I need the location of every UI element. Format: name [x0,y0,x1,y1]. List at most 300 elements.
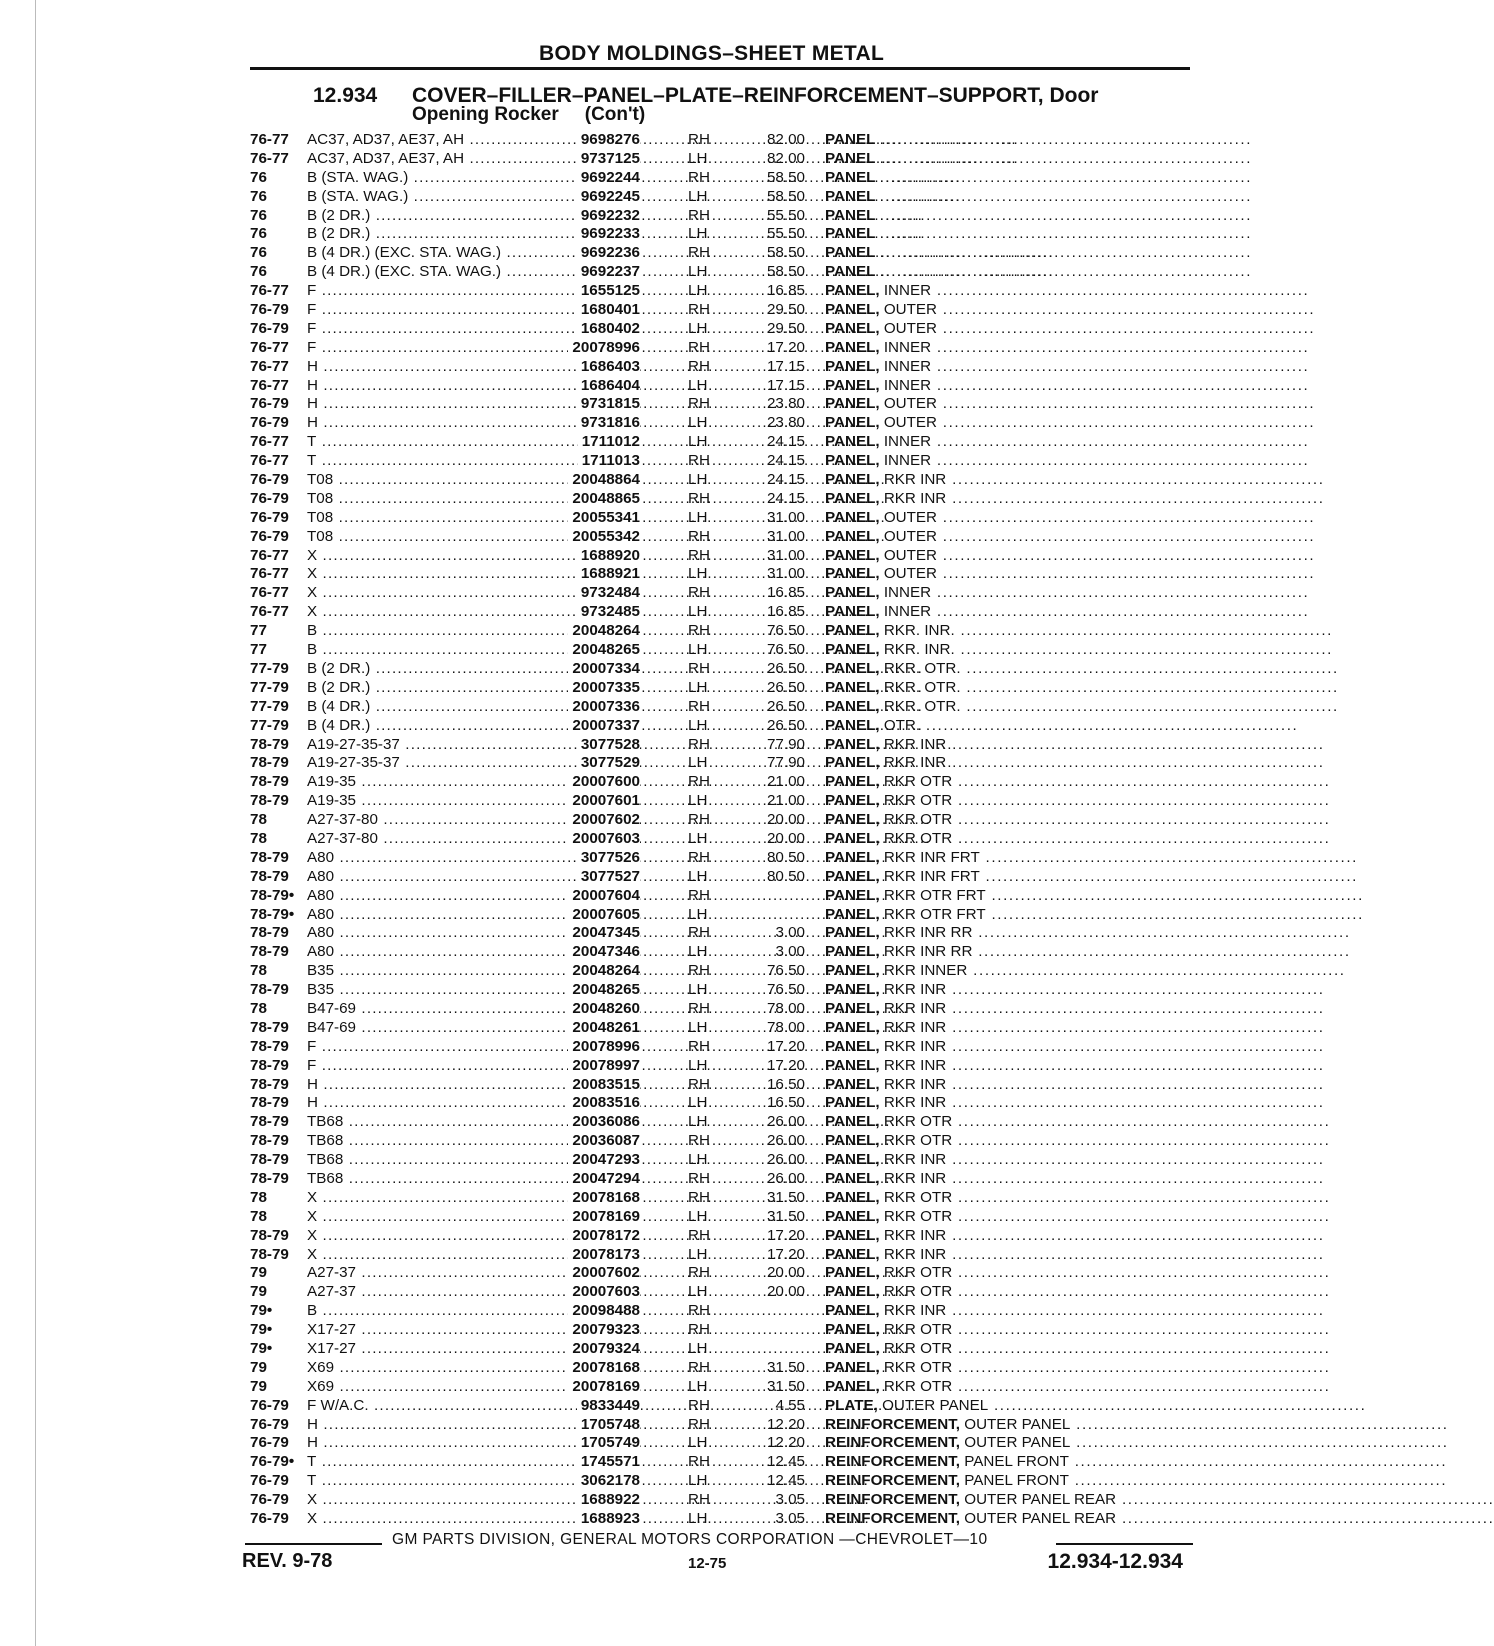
part-number-cell: 9731816 [577,414,640,433]
part-name-cell [825,773,1331,792]
part-number-cell: 20055341 [568,509,640,528]
table-row [250,1188,1331,1208]
part-name: PANEL [825,149,876,167]
part-name-cell [825,471,1325,490]
leader-dots: ................................................................ [1070,1415,1449,1433]
part-name-cell [825,924,1351,943]
year-cell: 78-79 [250,981,289,999]
side-cell: LH [688,1113,708,1131]
side-cell: LH [688,508,708,526]
part-name-cell [825,508,1316,528]
table-row [250,1302,1325,1321]
part-name: PANEL, [825,1264,880,1282]
year-cell: 78 [250,1188,267,1206]
part-name-suffix: PANEL FRONT [964,1472,1069,1490]
year-cell: 78-79 [250,1094,289,1112]
description-cell: X ..... [307,1491,827,1510]
side-cell: RH [688,584,710,602]
part-number-cell: 1705749 [577,1434,640,1453]
year-cell: 76 [250,187,267,205]
side-cell: LH [688,433,708,451]
year-cell: 76-79 [250,301,289,319]
year-cell: 78-79 [250,1113,289,1131]
part-name-suffix: INNER [883,452,932,470]
table-row [250,1472,1448,1491]
year-cell: 79• [250,1321,273,1339]
part-name-cell [825,1113,1331,1132]
description-cell: A80 ..... [307,924,827,943]
part-name-suffix: RKR OTR FRT [883,905,986,923]
price-cell: 77.90 [766,735,805,753]
description-cell: A80 ..... [307,868,827,887]
part-name: PANEL, [825,792,880,810]
part-name-suffix: RKR INR [883,1056,947,1074]
side-cell: LH [688,867,708,885]
part-number-cell: 9692236 [577,244,640,263]
description-cell: X ..... [307,1227,827,1246]
part-number-cell: 20048261 [568,1019,640,1038]
price-cell: 20.00 [766,829,805,847]
part-name-suffix: RKR INR [883,1094,947,1112]
part-name: PANEL [825,206,876,224]
side-cell: LH [688,792,708,810]
description-cell: F ..... [307,282,827,301]
table-row [250,867,1359,887]
side-cell: RH [688,924,710,942]
table-row [250,187,1253,207]
year-cell: 76-79 [250,508,289,526]
price-cell: 26.50 [766,659,805,677]
price-cell: 16.85 [766,584,805,602]
year-cell: 76-79• [250,1453,295,1471]
leader-dots: ................................................................ [946,1226,1325,1244]
side-cell: RH [688,1037,710,1055]
table-row [250,319,1316,339]
side-cell: RH [688,1075,710,1093]
leader-dots: ................................................................ [946,1151,1325,1169]
leader-dots: ................................................................ [936,319,1316,337]
part-name: PANEL, [825,867,880,885]
table-row [250,962,1346,981]
leader-dots: ................................................................ [967,962,1346,980]
part-name-suffix: INNER [883,282,932,300]
part-name-cell [825,1434,1449,1453]
part-name-cell [825,1075,1325,1095]
part-name-cell [825,1226,1325,1246]
part-name: PANEL, [825,471,880,489]
part-name-suffix: INNER [883,603,932,621]
part-name: PANEL, [825,282,880,300]
price-cell: 24.15 [766,489,805,507]
year-cell: 78-79 [250,1245,289,1263]
part-name-cell [825,735,1325,755]
part-number-cell: 20007337 [568,717,640,736]
side-cell: RH [688,622,710,640]
table-row [250,1226,1325,1246]
side-cell: LH [688,319,708,337]
part-name-suffix: INNER [883,357,932,375]
description-cell: B (STA. WAG.) ..... [307,169,827,188]
year-cell: 76-77 [250,376,289,394]
part-name-suffix: OUTER PANEL REAR [964,1491,1117,1509]
part-name-cell [825,867,1359,887]
description-cell: B35 ..... [307,981,827,1000]
year-cell: 78-79 [250,924,289,942]
side-cell: LH [688,471,708,489]
side-cell: LH [688,1207,708,1225]
part-name-cell [825,1340,1331,1359]
leader-dots: ................................................................ [985,886,1364,904]
part-number-cell: 20036086 [568,1113,640,1132]
leader-dots: ................................................................ [954,641,1333,659]
leader-dots: ................................................................ [879,149,1253,167]
part-name-suffix: OUTER PANEL REAR [964,1510,1117,1528]
description-cell: B (2 DR.) ..... [307,679,827,698]
price-cell: 3.05 [775,1510,805,1528]
description-cell: B (4 DR.) (EXC. STA. WAG.) ..... [307,244,827,263]
year-cell: 76 [250,244,267,262]
description-cell: X ..... [307,547,827,566]
part-name-suffix: RKR INR RR [883,943,973,961]
part-name-cell [825,962,1346,981]
description-cell: X ..... [307,565,827,584]
part-name-suffix: RKR INR [883,981,947,999]
part-name: PANEL, [825,1188,880,1206]
part-number-cell: 1680402 [577,320,640,339]
side-cell: LH [688,1245,708,1263]
part-name-cell [825,282,1310,301]
table-row [250,1018,1325,1038]
description-cell: H ..... [307,358,827,377]
side-cell: RH [688,735,710,753]
part-name: PANEL, [825,1113,880,1131]
part-name: PANEL, [825,1226,880,1244]
year-cell: 78-79 [250,754,289,772]
part-number-cell: 20007334 [568,660,640,679]
table-row [250,1207,1331,1227]
part-number-cell: 20047294 [568,1170,640,1189]
side-cell: LH [688,1340,708,1357]
description-cell: T ..... [307,452,827,471]
part-name-suffix: RKR. OTR. [883,697,961,715]
side-cell: RH [688,999,710,1017]
year-cell: 78-79 [250,1169,289,1187]
description-cell: H ..... [307,395,827,414]
part-name-cell [825,1132,1331,1151]
description-cell: A27-37-80 ..... [307,830,827,849]
part-name-cell [825,1018,1325,1038]
part-number-cell: 9731815 [577,395,640,414]
leader-dots: ................................................................ [931,338,1310,356]
part-number-cell: 20083516 [568,1094,640,1113]
table-row [250,886,1364,906]
part-name-suffix: RKR INR FRT [883,867,980,885]
table-row [250,659,1339,679]
table-row [250,1510,1494,1529]
table-row [250,1340,1331,1359]
leader-dots: ................................................................ [879,206,1253,224]
description-cell: B ..... [307,622,827,641]
part-number-cell: 9692233 [577,225,640,244]
leader-dots: ................................................................ [1116,1491,1494,1509]
year-cell: 79 [250,1377,267,1395]
price-cell: 31.50 [766,1188,805,1206]
part-number-cell: 20078169 [568,1208,640,1227]
part-name-suffix: RKR INR [883,754,947,772]
part-name-cell [825,565,1316,584]
description-cell: F ..... [307,339,827,358]
part-name-suffix: OUTER [883,395,937,413]
part-name-suffix: RKR INR [883,735,947,753]
part-name-suffix: PANEL FRONT [964,1453,1069,1471]
description-cell: TB68 ..... [307,1113,827,1132]
price-cell: 76.50 [766,962,805,980]
part-name: PANEL, [825,603,880,621]
part-name: PANEL, [825,357,880,375]
price-cell: 17.20 [766,1037,805,1055]
description-cell: X ..... [307,584,827,603]
section-range: 12.934-12.934 [1047,1550,1183,1573]
price-cell: 24.15 [766,471,805,489]
section-continued: (Con't) [584,104,646,125]
leader-dots: ................................................................ [952,1264,1331,1282]
part-name-suffix: INNER [883,433,932,451]
year-cell: 76-79 [250,1396,289,1414]
description-cell: B (4 DR.) (EXC. STA. WAG.) ..... [307,263,827,282]
side-cell: LH [688,149,708,167]
part-name-cell [825,244,1253,263]
year-cell: 76-77 [250,131,289,148]
part-name-cell [825,1453,1448,1472]
table-row [250,527,1316,547]
table-row [250,584,1310,603]
year-cell: 78-79 [250,1151,289,1169]
price-cell: 26.00 [766,1132,805,1150]
price-cell: 80.50 [766,848,805,866]
part-name: PANEL, [825,546,880,564]
description-cell: B (4 DR.) ..... [307,698,827,717]
price-cell: 21.00 [766,792,805,810]
description-cell: B ..... [307,641,827,660]
year-cell: 78-79 [250,1056,289,1074]
side-cell: LH [688,943,708,961]
side-cell: RH [688,1188,710,1206]
leader-dots: ................................................................ [936,546,1316,564]
price-cell: 16.50 [766,1075,805,1093]
part-name-cell [825,678,1339,698]
part-name-cell [825,754,1325,773]
part-name-suffix: RKR. OTR. [883,678,961,696]
part-name-suffix: RKR OTR [883,1377,953,1395]
side-cell: RH [688,659,710,677]
leader-dots: ................................................................ [946,1056,1325,1074]
year-cell: 76-79 [250,395,289,413]
part-name-suffix: RKR INR [883,489,947,507]
part-name-suffix: OTR. [883,716,921,734]
description-cell: A80 ..... [307,887,827,906]
description-cell: X ..... [307,1208,827,1227]
description-cell: H ..... [307,1094,827,1113]
side-cell: RH [688,395,710,413]
year-cell: 76-77 [250,584,289,602]
section-subtitle [412,104,645,126]
part-number-cell: 20007604 [568,887,640,906]
description-cell: X69 ..... [307,1378,827,1397]
part-name: PANEL, [825,962,880,980]
part-name: PANEL, [825,848,880,866]
side-cell: RH [688,131,710,148]
part-number-cell: 1711012 [578,433,640,452]
price-cell: 78.00 [766,1018,805,1036]
part-number-cell: 20078168 [568,1359,640,1378]
price-cell: 77.90 [766,754,805,772]
part-name: PANEL, [825,565,880,583]
part-name-cell [825,1321,1331,1340]
part-number-cell: 20007600 [568,773,640,792]
price-cell: 12.45 [766,1472,805,1490]
part-name-cell [825,1472,1448,1491]
part-number-cell: 1680401 [577,301,640,320]
part-number-cell: 20048264 [568,962,640,981]
price-cell: 16.85 [766,282,805,300]
part-number-cell: 20078996 [568,1038,640,1057]
part-number-cell: 20078173 [568,1246,640,1265]
part-number-cell: 9692237 [577,263,640,282]
table-row [250,678,1339,698]
part-name-suffix: RKR INR [883,1169,947,1187]
description-cell: A27-37 ..... [307,1283,827,1302]
price-cell: 58.50 [766,263,805,281]
leader-dots: ................................................................ [936,508,1316,526]
part-name: PANEL [825,131,876,148]
part-name: REINFORCEMENT, [825,1491,961,1509]
part-number-cell: 20078997 [568,1057,640,1076]
table-row [250,225,1253,244]
part-number-cell: 20078169 [568,1378,640,1397]
part-name-cell [825,1207,1331,1227]
part-number-cell: 20048865 [568,490,640,509]
year-cell: 79• [250,1302,273,1320]
table-row [250,433,1310,452]
year-cell: 76 [250,263,267,281]
leader-dots: ................................................................ [960,697,1339,715]
part-name-cell [825,263,1253,282]
part-number-cell: 1688920 [577,547,640,566]
side-cell: RH [688,773,710,791]
side-cell: LH [688,282,708,300]
part-number-cell: 1686403 [577,358,640,377]
part-name-suffix: RKR INR [883,1018,947,1036]
table-row [250,414,1316,433]
part-name: PANEL, [825,886,880,904]
price-cell: 26.00 [766,1169,805,1187]
part-name-suffix: RKR. INR. [883,641,955,659]
side-cell: LH [688,716,708,734]
table-row [250,149,1253,169]
part-number-cell: 1686404 [577,377,640,396]
leader-dots: ................................................................ [952,1283,1331,1301]
part-name: PANEL [825,244,876,262]
leader-dots: ................................................................ [946,754,1325,772]
side-cell: LH [688,376,708,394]
table-row [250,376,1310,396]
leader-dots: ................................................................ [960,659,1339,677]
description-cell: TB68 ..... [307,1170,827,1189]
description-cell: A80 ..... [307,906,827,925]
description-cell: X69 ..... [307,1359,827,1378]
revision: REV. 9-78 [242,1550,333,1572]
price-cell: 76.50 [766,981,805,999]
leader-dots: ................................................................ [952,1132,1331,1150]
leader-dots: ................................................................ [952,1188,1331,1206]
part-name-cell [825,319,1316,339]
leader-dots: ................................................................ [946,981,1325,999]
part-name: PANEL, [825,433,880,451]
leader-dots: ................................................................ [946,1018,1325,1036]
description-cell: B35 ..... [307,962,827,981]
year-cell: 78 [250,829,267,847]
price-cell: 78.00 [766,999,805,1017]
leader-dots: ................................................................ [952,829,1331,847]
part-number-cell: 20007603 [568,1283,640,1302]
table-row [250,792,1331,811]
price-cell: 16.85 [766,603,805,621]
part-number-cell: 1655125 [577,282,640,301]
description-cell: TB68 ..... [307,1151,827,1170]
part-name-suffix: RKR OTR [883,1132,953,1150]
year-cell: 78-79 [250,1037,289,1055]
description-cell: A27-37 ..... [307,1264,827,1283]
side-cell: RH [688,1491,710,1509]
price-cell: 31.50 [766,1377,805,1395]
table-row [250,603,1310,622]
part-name-cell [825,168,1253,188]
price-cell: 24.15 [766,452,805,470]
part-name: PANEL, [825,508,880,526]
price-cell: 55.50 [766,225,805,243]
part-number-cell: 9692245 [577,188,640,207]
leader-dots: ................................................................ [952,1321,1331,1339]
leader-dots: ................................................................ [946,1302,1325,1320]
part-number-cell: 1745571 [577,1453,640,1472]
leader-dots: ................................................................ [952,792,1331,810]
year-cell: 78 [250,811,267,829]
part-name: PANEL, [825,1283,880,1301]
leader-dots: ................................................................ [952,1377,1331,1395]
leader-dots: ................................................................ [946,1075,1325,1093]
price-cell: 3.00 [775,943,805,961]
description-cell: T ..... [307,433,827,452]
description-cell: T08 ..... [307,471,827,490]
part-name: PANEL, [825,376,880,394]
table-row [250,829,1331,849]
year-cell: 76-77 [250,603,289,621]
part-name: PANEL, [825,1018,880,1036]
part-number-cell: 9732484 [577,584,640,603]
table-row [250,244,1253,263]
description-cell: H ..... [307,1076,827,1095]
price-cell: 76.50 [766,641,805,659]
price-cell: 29.50 [766,301,805,319]
price-cell: 23.80 [766,395,805,413]
section-number: 12.934 [313,84,378,107]
part-number-cell: 20007602 [568,811,640,830]
side-cell: LH [688,905,708,923]
part-number-cell: 20047293 [568,1151,640,1170]
year-cell: 76 [250,168,267,186]
description-cell: B (2 DR.) ..... [307,225,827,244]
part-name: PANEL, [825,1340,880,1357]
